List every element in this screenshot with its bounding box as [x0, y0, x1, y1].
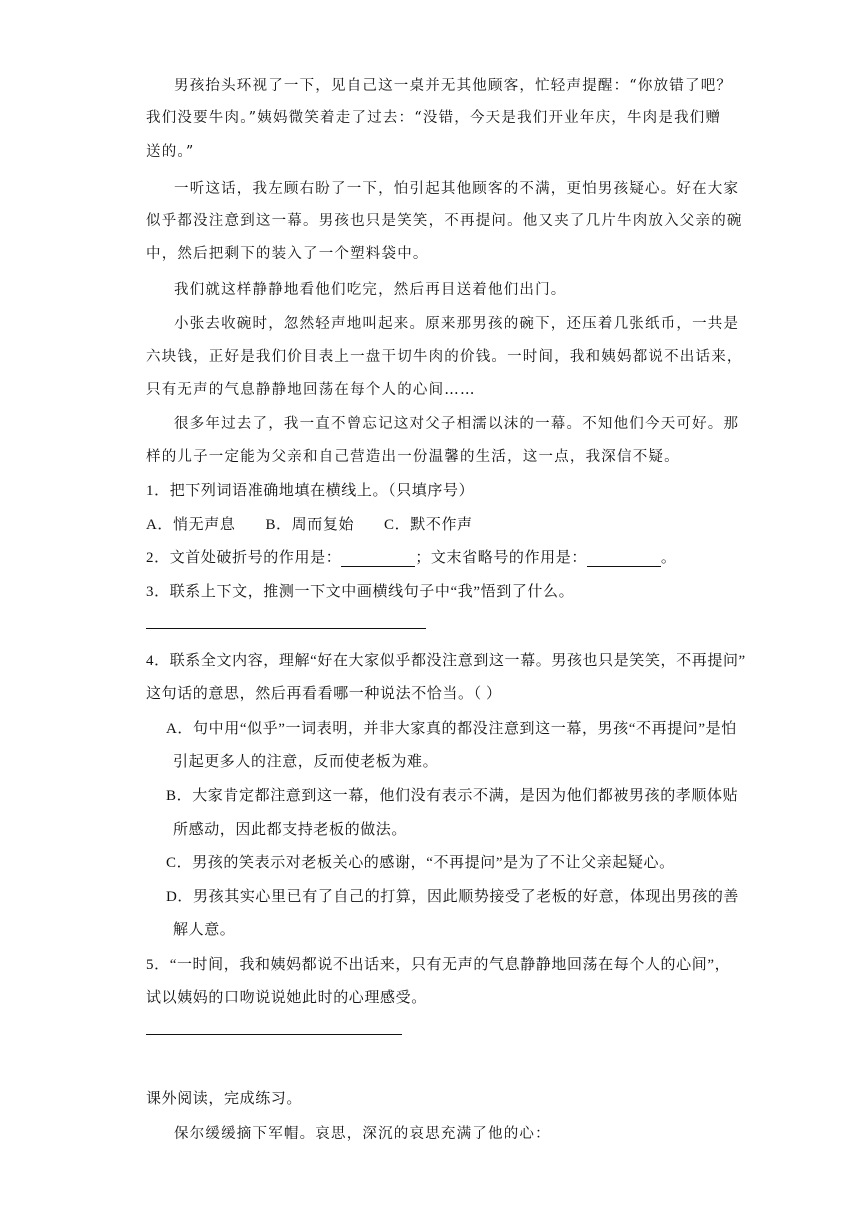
text-line: 很多年过去了，我一直不曾忘记这对父子相濡以沫的一幕。不知他们今天可好。那 — [174, 416, 740, 432]
question-4-stem: 4．联系全文内容，理解“好在大家似乎都没注意到这一幕。男孩也只是笑笑，不再提问” — [146, 653, 746, 669]
text-line: 保尔缓缓摘下军帽。哀思，深沉的哀思充满了他的心： — [174, 1126, 551, 1142]
text-line: 似乎都没注意到这一幕。男孩也只是笑笑，不再提问。他又夹了几片牛肉放入父亲的碗 — [146, 213, 743, 229]
option-a-line: 引起更多人的注意，反而使老板为难。 — [173, 754, 439, 770]
question-5-stem: 试以姨妈的口吻说说她此时的心理感受。 — [146, 990, 427, 1006]
answer-blank-1[interactable] — [341, 552, 415, 567]
option-b-line: B．大家肯定都注意到这一幕，他们没有表示不满，是因为他们都被男孩的孝顺体贴 — [166, 788, 739, 804]
question-2-part-1: 2．文首处破折号的作用是： — [146, 550, 342, 566]
option-c: C．默不作声 — [384, 517, 473, 533]
section-heading: 课外阅读，完成练习。 — [146, 1091, 303, 1107]
answer-line-3[interactable] — [146, 628, 426, 629]
question-4-stem: 这句话的意思，然后再看看哪一种说法不恰当。（ ） — [146, 686, 502, 702]
question-2-part-3: 。 — [660, 550, 677, 566]
question-1-stem: 1．把下列词语准确地填在横线上。（只填序号） — [146, 483, 475, 499]
text-line: 我们没要牛肉。”姨妈微笑着走了过去：“没错，今天是我们开业年庆，牛肉是我们赠 — [146, 110, 722, 126]
text-line: 我们就这样静静地看他们吃完，然后再目送着他们出门。 — [174, 282, 567, 298]
text-line: 男孩抬头环视了一下，见自己这一桌并无其他顾客，忙轻声提醒：“你放错了吧？ — [174, 78, 733, 94]
option-b-line: 所感动，因此都支持老板的做法。 — [173, 822, 408, 838]
question-2-part-2: ；文末省略号的作用是： — [415, 550, 587, 566]
answer-line-5[interactable] — [146, 1034, 402, 1035]
option-a-line: A．句中用“似乎”一词表明，并非大家真的都没注意到这一幕，男孩“不再提问”是怕 — [166, 721, 737, 737]
question-1-options — [146, 513, 473, 534]
option-d-line: D．男孩其实心里已有了自己的打算，因此顺势接受了老板的好意，体现出男孩的善 — [166, 889, 740, 905]
text-line: 小张去收碗时，忽然轻声地叫起来。原来那男孩的碗下，还压着几张纸币，一共是 — [174, 316, 740, 332]
question-2 — [146, 546, 677, 567]
option-d-line: 解人意。 — [173, 922, 236, 938]
text-line: 六块钱，正好是我们价目表上一盘干切牛肉的价钱。一时间，我和姨妈都说不出话来， — [146, 349, 743, 365]
text-line: 一听这话，我左顾右盼了一下，怕引起其他顾客的不满，更怕男孩疑心。好在大家 — [174, 181, 740, 197]
text-line: 样的儿子一定能为父亲和自己营造出一份温馨的生活，这一点，我深信不疑。 — [146, 449, 680, 465]
option-a: A．悄无声息 — [146, 517, 236, 533]
question-5-stem: 5．“一时间，我和姨妈都说不出话来，只有无声的气息静静地回荡在每个人的心间”， — [146, 957, 731, 973]
question-3-stem: 3．联系上下文，推测一下文中画横线句子中“我”悟到了什么。 — [146, 584, 575, 600]
option-b: B．周而复始 — [265, 517, 355, 533]
answer-blank-2[interactable] — [587, 552, 661, 567]
text-line: 只有无声的气息静静地回荡在每个人的心间…… — [146, 382, 476, 398]
text-line: 中，然后把剩下的装入了一个塑料袋中。 — [146, 246, 429, 262]
text-line: 送的。” — [146, 144, 195, 160]
option-c-line: C．男孩的笑表示对老板关心的感谢，“不再提问”是为了不让父亲起疑心。 — [166, 855, 675, 871]
